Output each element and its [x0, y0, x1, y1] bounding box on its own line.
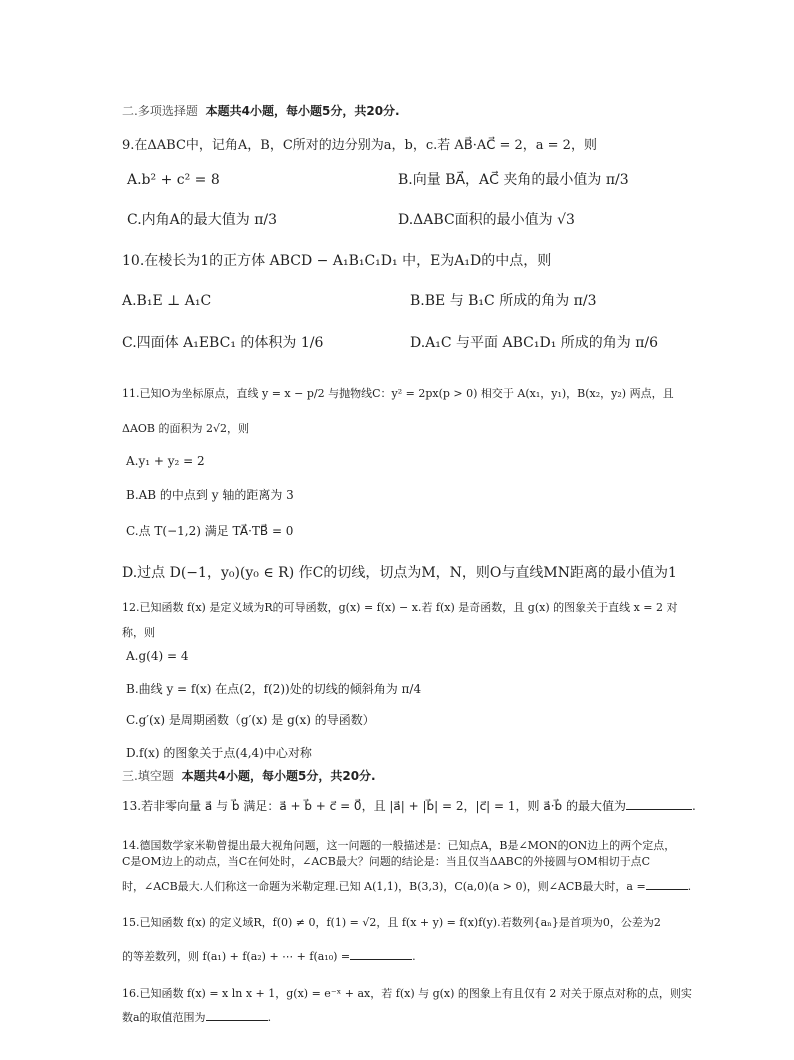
q13-stem: 13.若非零向量 a⃗ 与 b⃗ 满足：a⃗ + b⃗ + c⃗ = 0⃗，且 |a⃗| + |b⃗| = 2，|c⃗| = 1，则 a⃗·b⃗ 的最大值为 — [122, 799, 626, 813]
q11-option-a: A.y₁ + y₂ = 2 — [126, 454, 205, 468]
section3-header — [122, 769, 376, 783]
q12-option-d: D.f(x) 的图象关于点(4,4)中心对称 — [126, 746, 312, 760]
q13-line — [122, 797, 696, 813]
section2-desc: 本题共4小题，每小题5分，共20分. — [205, 104, 400, 118]
q12-option-a: A.g(4) = 4 — [126, 649, 189, 663]
q10-option-b: B.BE 与 B₁C 所成的角为 π/3 — [410, 293, 597, 309]
section2-header — [122, 104, 400, 118]
q16-line1: 16.已知函数 f(x) = x ln x + 1，g(x) = e⁻ˣ + ax，若 f(x) 与 g(x) 的图象上有且仅有 2 对关于原点对称的点，则实 — [122, 987, 692, 1000]
q11-option-d: D.过点 D(−1，y₀)(y₀ ∈ R) 作C的切线，切点为M，N，则O与直线MN距离的最小值为1 — [122, 565, 677, 581]
q15-answer-blank[interactable] — [350, 948, 412, 960]
q14-answer-blank[interactable] — [646, 878, 688, 890]
q16-answer-blank[interactable] — [206, 1009, 268, 1021]
q13-answer-blank[interactable] — [626, 797, 692, 810]
q14-end: . — [687, 880, 692, 893]
q9-option-b: B.向量 BA⃗，AC⃗ 夹角的最小值为 π/3 — [398, 172, 629, 188]
q11-stem-line1: 11.已知O为坐标原点，直线 y = x − p/2 与抛物线C：y² = 2px(p > 0) 相交于 A(x₁，y₁)，B(x₂，y₂) 两点，且 — [122, 387, 674, 400]
q10-stem: 10.在棱长为1的正方体 ABCD − A₁B₁C₁D₁ 中，E为A₁D的中点，则 — [122, 253, 552, 269]
q12-option-c: C.g′(x) 是周期函数（g′(x) 是 g(x) 的导函数） — [126, 713, 375, 727]
q14-line3: 时，∠ACB最大.人们称这一命题为米勒定理.已知 A(1,1)，B(3,3)，C(a,0)(a > 0)，则∠ACB最大时，a = — [122, 880, 646, 893]
q15-line1: 15.已知函数 f(x) 的定义域R，f(0) ≠ 0，f(1) = √2，且 f(x + y) = f(x)f(y).若数列{aₙ}是首项为0，公差为2 — [122, 916, 661, 929]
section3-desc: 本题共4小题，每小题5分，共20分. — [181, 769, 376, 783]
q15-line2: 的等差数列，则 f(a₁) + f(a₂) + ⋯ + f(a₁₀) = — [122, 950, 351, 963]
q12-stem-line1: 12.已知函数 f(x) 是定义域为R的可导函数，g(x) = f(x) − x.若 f(x) 是奇函数，且 g(x) 的图象关于直线 x = 2 对 — [122, 601, 678, 614]
q9-stem: 9.在ΔABC中，记角A，B，C所对的边分别为a，b，c.若 AB⃗·AC⃗ = 2，a = 2，则 — [122, 138, 597, 153]
q11-stem-line2: ΔAOB 的面积为 2√2，则 — [122, 422, 249, 435]
q11-option-c: C.点 T(−1,2) 满足 TA⃗·TB⃗ = 0 — [126, 524, 294, 538]
q11-option-b: B.AB 的中点到 y 轴的距离为 3 — [126, 488, 294, 502]
q10-option-a: A.B₁E ⊥ A₁C — [122, 293, 212, 309]
q14-line3-wrap — [122, 878, 691, 893]
q15-end: . — [412, 950, 416, 963]
q13-end: . — [691, 799, 696, 813]
q16-line2-wrap — [122, 1009, 271, 1024]
q16-end: . — [267, 1011, 272, 1024]
q14-line1: 14.德国数学家米勒曾提出最大视角问题，这一问题的一般描述是：已知点A，B是∠MON的ON边上的两个定点， — [122, 839, 676, 852]
q10-option-d: D.A₁C 与平面 ABC₁D₁ 所成的角为 π/6 — [410, 335, 659, 351]
q12-option-b: B.曲线 y = f(x) 在点(2，f(2))处的切线的倾斜角为 π/4 — [126, 682, 422, 696]
q9-option-a: A.b² + c² = 8 — [127, 172, 220, 188]
section3-label: 三.填空题 — [122, 769, 174, 783]
section2-label: 二.多项选择题 — [122, 104, 198, 118]
q9-option-d: D.ΔABC面积的最小值为 √3 — [398, 212, 575, 228]
q16-line2: 数a的取值范围为 — [122, 1011, 206, 1024]
q9-option-c: C.内角A的最大值为 π/3 — [127, 212, 278, 228]
q10-option-c: C.四面体 A₁EBC₁ 的体积为 1/6 — [122, 335, 324, 351]
q14-line2: C是OM边上的动点，当C在何处时，∠ACB最大？问题的结论是：当且仅当ΔABC的外接圆与OM相切于点C — [122, 855, 651, 868]
q12-stem-line2: 称，则 — [122, 626, 155, 639]
q15-line2-wrap — [122, 948, 416, 963]
